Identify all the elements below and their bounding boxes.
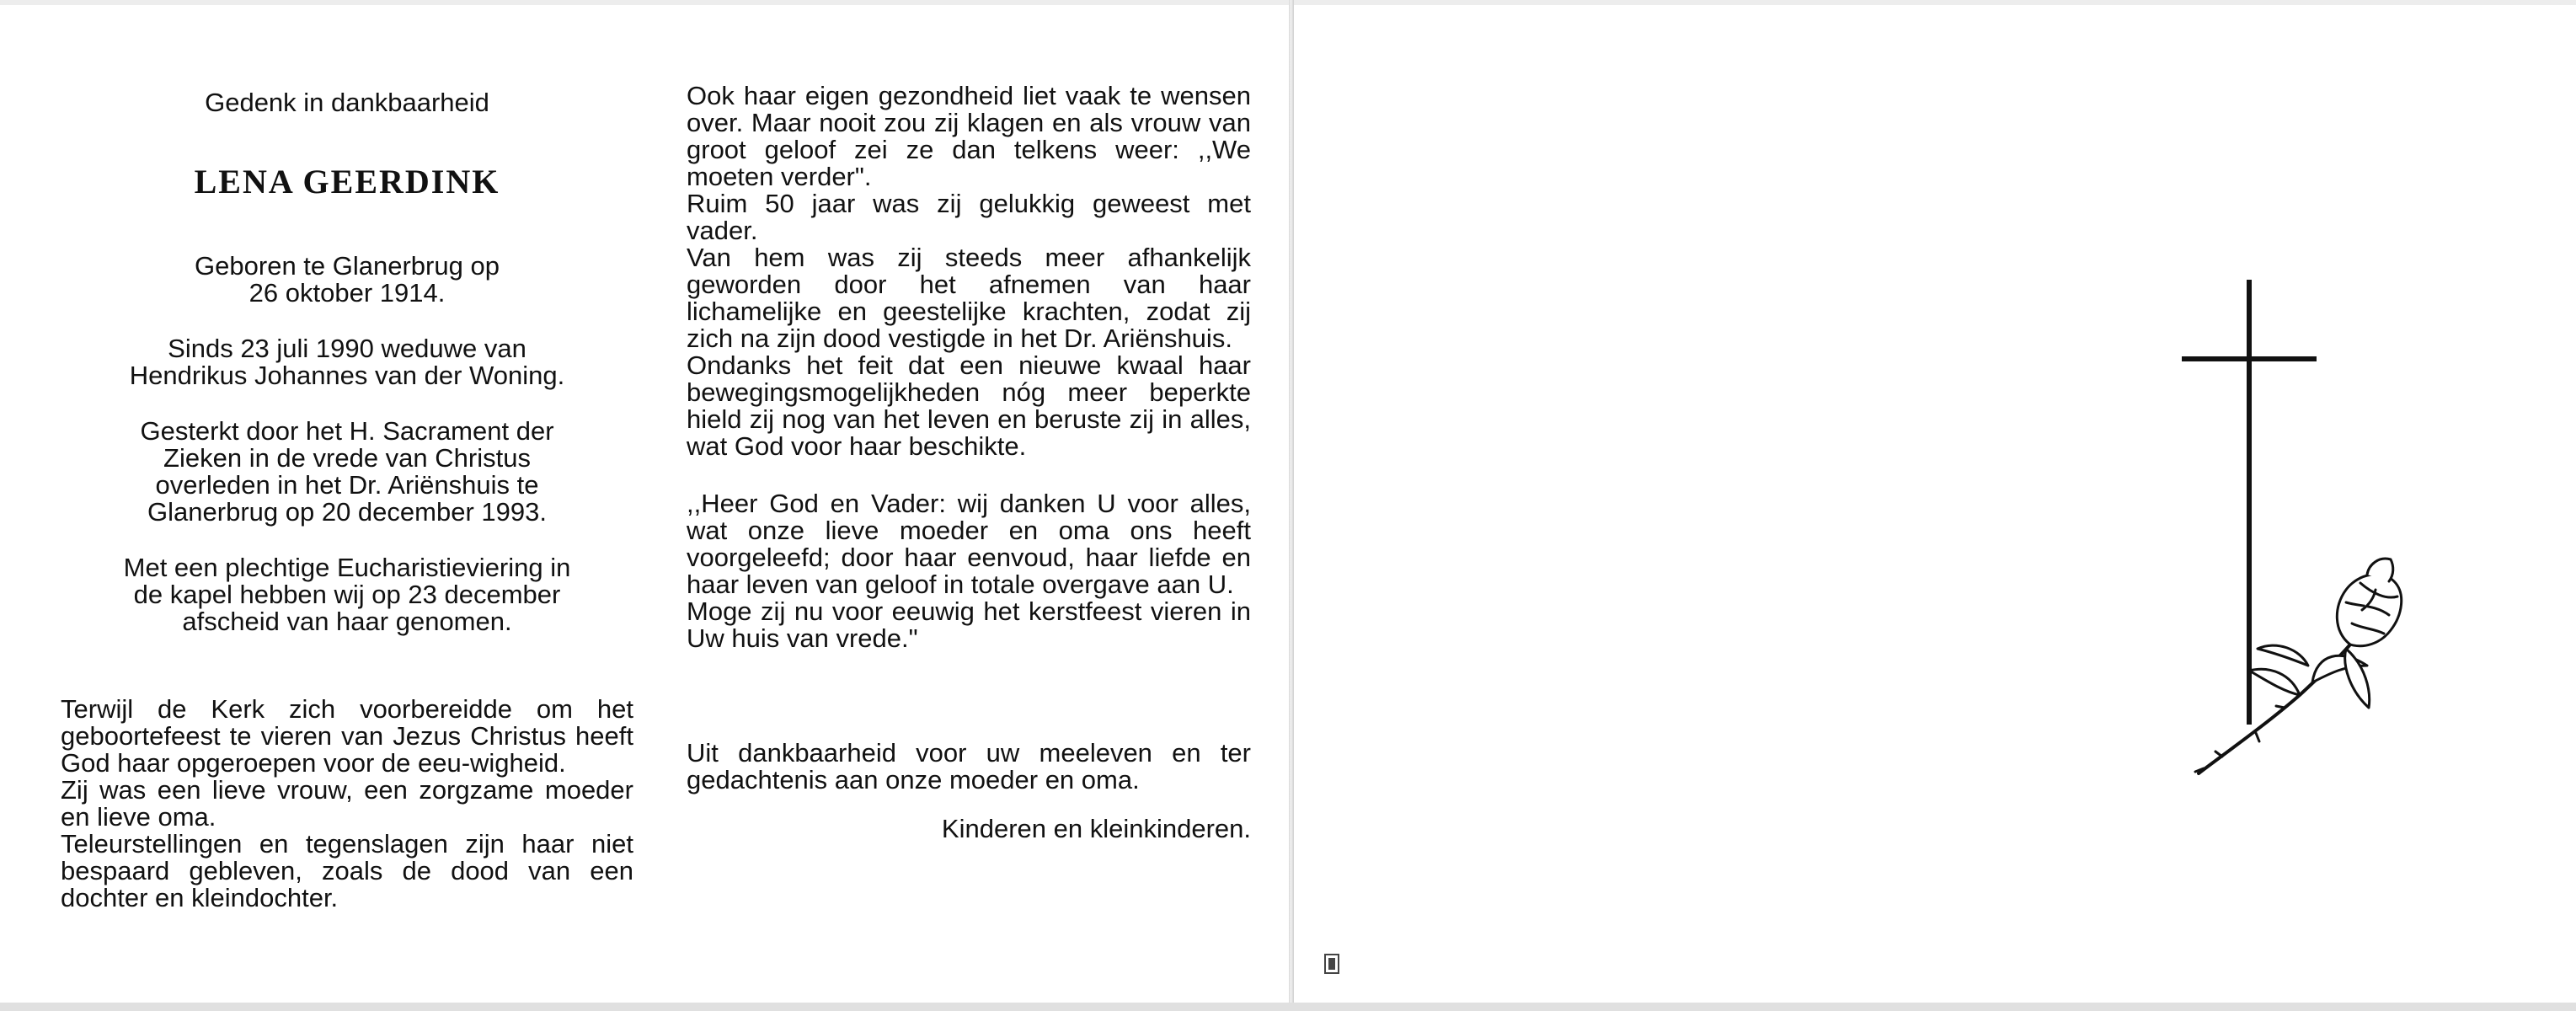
- death-notice: [61, 418, 633, 526]
- farewell-notice: [61, 554, 633, 635]
- greeting: Gedenk in dankbaarheid: [205, 88, 489, 117]
- birth-line: 26 oktober 1914.: [249, 278, 446, 308]
- prayer-paragraph: Moge zij nu voor eeuwig het kerstfeest vieren in Uw huis van vrede.": [687, 596, 1251, 653]
- thanks-paragraph: Uit dankbaarheid voor uw meeleven en ter gedachtenis aan onze moeder en oma.: [687, 738, 1251, 794]
- death-line: Zieken in de vrede van Christus: [163, 443, 531, 473]
- farewell-line: afscheid van haar genomen.: [182, 607, 512, 636]
- biography-paragraph: Ruim 50 jaar was zij gelukkig geweest met vader.: [687, 189, 1251, 245]
- widow-line: Hendrikus Johannes van der Woning.: [129, 361, 565, 390]
- biography-paragraph: Teleurstellingen en tegenslagen zijn haar niet bespaard gebleven, zoals de dood van een dochter en kleindochter.: [61, 829, 633, 912]
- right-text-column: [687, 83, 1251, 842]
- widow-line: Sinds 23 juli 1990 weduwe van: [168, 334, 526, 363]
- signature: Kinderen en kleinkinderen.: [941, 814, 1251, 843]
- farewell-line: Met een plechtige Eucharistieviering in: [123, 553, 571, 582]
- printer-mark: [1324, 950, 1442, 979]
- left-text-column: [61, 83, 633, 912]
- biography-paragraph: Ook haar eigen gezondheid liet vaak te wensen over. Maar nooit zou zij klagen en als vrouw van groot geloof zei ze dan telkens weer: ,,We moeten verder".: [687, 81, 1251, 191]
- biography-paragraph: Terwijl de Kerk zich voorbereidde om het geboortefeest te vieren van Jezus Christus heeft God haar opgeroepen voor de eeu-wigheid.: [61, 694, 633, 778]
- rose-icon: [2195, 559, 2402, 773]
- death-line: Glanerbrug op 20 december 1993.: [147, 497, 547, 527]
- card-bottom-edge: [0, 1003, 2576, 1011]
- biography-paragraph: Zij was een lieve vrouw, een zorgzame moeder en lieve oma.: [61, 775, 633, 832]
- cross-with-rose: [2173, 270, 2426, 792]
- widow-notice: [61, 335, 633, 389]
- biography-paragraph: Van hem was zij steeds meer afhankelijk geworden door het afnemen van haar lichamelijke en geestelijke krachten, zodat zij zich na zijn dood vestigde in het Dr. Ariënshuis.: [687, 243, 1251, 353]
- birth-line: Geboren te Glanerbrug op: [195, 251, 500, 281]
- death-line: overleden in het Dr. Ariënshuis te: [155, 470, 539, 500]
- printer-logo-icon: [1324, 954, 1339, 974]
- deceased-name: LENA GEERDINK: [194, 163, 500, 201]
- death-line: Gesterkt door het H. Sacrament der: [140, 416, 554, 446]
- biography-paragraph: Ondanks het feit dat een nieuwe kwaal haar bewegingsmogelijkheden nóg meer beperkte hield zij nog van het leven en beruste zij in alles, wat God voor haar beschikte.: [687, 350, 1251, 461]
- farewell-line: de kapel hebben wij op 23 december: [133, 580, 561, 609]
- prayer-paragraph: ,,Heer God en Vader: wij danken U voor alles, wat onze lieve moeder en oma ons heeft voorgeleefd; door haar eenvoud, haar liefde en haar leven van geloof in totale overgave aan U.: [687, 489, 1251, 599]
- birth-notice: [61, 253, 633, 307]
